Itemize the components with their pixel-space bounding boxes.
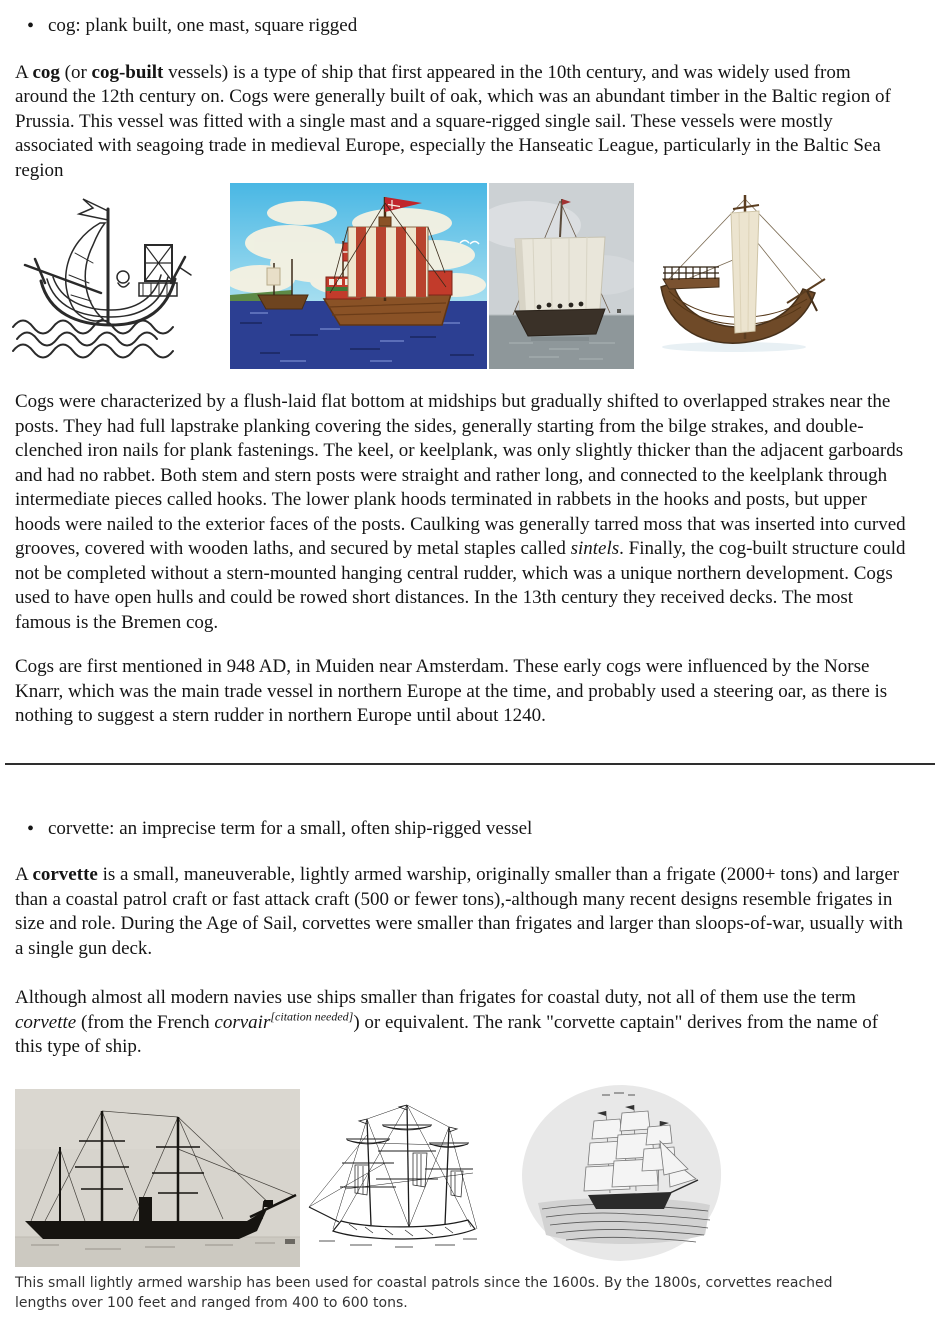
text-segment: is a small, maneuverable, lightly armed warship, originally smaller than a frigate (2000+ tons) and larger than a coastal patrol craft or fast attack craft (500 or fewer tons),-although many recent designs resemble frigates in size and role. During the Age of Sail, corvettes were smaller than frigates and larger than sloops-of-war, usually with a single gun deck. (15, 864, 903, 959)
corvette-line-drawing-image (305, 1079, 505, 1267)
text-segment: sintels (570, 538, 620, 559)
cog-bullet-item (15, 14, 907, 39)
text-segment: vessels) is a type of ship that first appeared in the 10th century, and was widely used from around the 12th century on. Cogs were generally built of oak, which was an abundant timber in the Baltic region of Prussia. This vessel was fitted with a single mast and a square-rigged single sail. These vessels were mostly associated with seagoing trade in medieval Europe, especially the Hanseatic League, particularly in the Baltic Sea region (15, 61, 891, 181)
section-divider (5, 763, 935, 765)
text-segment: Although almost all modern navies use ships smaller than frigates for coastal duty, not all of them use the term (15, 987, 856, 1008)
corvette-bullet-text: corvette: an imprecise term for a small, often ship-rigged vessel (48, 817, 533, 839)
corvette-modern-paragraph (15, 986, 907, 1060)
cog-image-row (5, 183, 907, 369)
cog-intro-paragraph (15, 61, 907, 184)
text-segment: A (15, 864, 33, 885)
text-segment: ) or equivalent. The rank "corvette captain" derives from the name of this type of ship. (15, 1011, 879, 1057)
text-segment: A (15, 61, 33, 83)
text-segment: cog-built (91, 61, 164, 83)
corvette-photo-image (15, 1089, 300, 1267)
text-segment: (or (59, 61, 92, 83)
cog-replica-photo-image (489, 183, 634, 369)
cog-painting-image (230, 183, 487, 369)
cog-construction-paragraph (15, 390, 907, 635)
text-segment: . Finally, the cog-built structure could not be completed without a stern-mounted hanging central rudder, which was a unique northern development. Cogs used to have open hulls and could be rowed short distances. In the 13th century they received decks. The most famous is the Bremen cog. (15, 538, 906, 633)
cog-woodcut-image (5, 183, 215, 369)
cog-history-paragraph: Cogs are first mentioned in 948 AD, in Muiden near Amsterdam. These early cogs were influenced by the Norse Knarr, which was the main trade vessel in northern Europe at the time, and probably used a steering oar, as there is nothing to suggest a stern rudder in northern Europe until about 1240. (15, 656, 888, 726)
bullet-marker: • (27, 15, 35, 37)
corvette-intro-paragraph (15, 863, 907, 961)
text-segment: Cogs were characterized by a flush-laid flat bottom at midships but gradually shifted to overlapped strakes near the posts. They had full lapstrake planking covering the sides, generally starting from the bilge strakes, and double-clenched iron nails for plank fastenings. The keel, or keelplank, was only slightly thicker than the adjacent garboards and had no rabbet. Both stem and stern posts were straight and rather long, and connected to the keelplank through intermediate pieces called hooks. The lower plank hoods terminated in rabbets in the hooks and posts, but upper hoods were nailed to the exterior faces of the posts. Caulking was generally tarred moss that was inserted into curved grooves, covered with wooden laths, and secured by metal staples called (15, 391, 906, 559)
citation-needed-superscript: [citation needed] (270, 1009, 354, 1024)
corvette-bullet-item (15, 817, 907, 842)
corvette-image-row (15, 1077, 907, 1267)
text-segment: cog (32, 61, 60, 83)
text-segment: corvair (214, 1011, 271, 1033)
bullet-marker: • (27, 817, 35, 840)
corvette-engraving-image (510, 1077, 735, 1267)
corvette-caption: This small lightly armed warship has been used for coastal patrols since the 1600s. By the 1800s, corvettes reached lengths over 100 feet and ranged from 400 to 600 tons. (15, 1274, 833, 1311)
text-segment: (from the French (76, 1011, 215, 1033)
text-segment: corvette (32, 864, 98, 885)
cog-bullet-text: cog: plank built, one mast, square rigged (48, 15, 358, 36)
text-segment: corvette (15, 1011, 77, 1033)
cog-model-image (639, 183, 827, 369)
